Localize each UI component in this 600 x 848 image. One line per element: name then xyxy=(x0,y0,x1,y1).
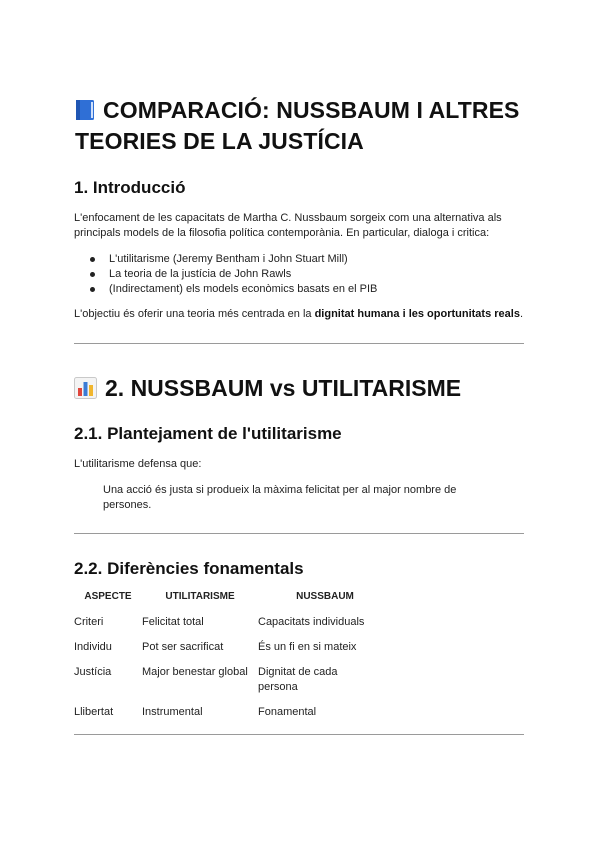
table-cell: Dignitat de cada persona xyxy=(258,666,338,693)
table-cell: Major benestar global xyxy=(142,666,248,678)
table-cell: Capacitats individuals xyxy=(258,616,365,628)
list-item: (Indirectament) els models econòmics basats en el PIB xyxy=(74,282,544,297)
bullet-dot xyxy=(90,257,95,262)
table-row xyxy=(74,699,392,724)
table-cell: Instrumental xyxy=(142,706,203,718)
bullet-dot xyxy=(90,287,95,292)
table-cell: Llibertat xyxy=(74,706,114,718)
subsection-2-2-heading: 2.2. Diferències fonamentals xyxy=(74,559,304,578)
header-aspecte: ASPECTE xyxy=(84,590,132,602)
bullet-dot xyxy=(90,272,95,277)
horizontal-divider xyxy=(74,734,524,735)
section-1-heading: 1. Introducció xyxy=(74,178,186,197)
list-item: La teoria de la justícia de John Rawls xyxy=(74,267,544,282)
table-cell: Felicitat total xyxy=(142,616,204,628)
header-utilitarisme: UTILITARISME xyxy=(165,590,235,602)
blockquote: Una acció és justa si produeix la màxima felicitat per al major nombre de persones. xyxy=(103,484,457,511)
table-row xyxy=(74,659,392,699)
horizontal-divider xyxy=(74,343,524,344)
horizontal-divider xyxy=(74,533,524,534)
utilitarianism-intro: L'utilitarisme defensa que: xyxy=(74,458,202,470)
critique-list xyxy=(74,252,544,297)
table-cell: Fonamental xyxy=(258,706,317,718)
list-item: L'utilitarisme (Jeremy Bentham i John Stuart Mill) xyxy=(74,252,544,267)
table-row xyxy=(74,634,392,659)
table-row xyxy=(74,609,392,634)
document-title xyxy=(75,95,545,157)
table-cell: Justícia xyxy=(74,666,112,678)
bar-chart-icon xyxy=(74,377,97,399)
intro-paragraph: L'enfocament de les capacitats de Martha C. Nussbaum sorgeix com una alternativa als principals models de la filosofia política contemporània. En particular, dialoga i critica: xyxy=(74,212,502,239)
table-header-row xyxy=(74,583,392,609)
table-cell: És un fi en si mateix xyxy=(258,641,357,653)
objective-paragraph: L'objectiu és oferir una teoria més centrada en la dignitat humana i les oportunitats reals. xyxy=(74,308,524,320)
subsection-2-1-heading: 2.1. Plantejament de l'utilitarisme xyxy=(74,424,342,443)
header-nussbaum: NUSSBAUM xyxy=(296,590,354,602)
comparison-table xyxy=(74,583,392,724)
section-2-heading: 2. NUSSBAUM vs UTILITARISME xyxy=(74,373,544,403)
table-cell: Pot ser sacrificat xyxy=(142,641,224,653)
table-cell: Criteri xyxy=(74,616,104,628)
title-line-2: TEORIES DE LA JUSTÍCIA xyxy=(75,128,364,154)
title-line-1: COMPARACIÓ: NUSSBAUM I ALTRES xyxy=(75,95,545,126)
table-cell: Individu xyxy=(74,641,112,653)
blue-book-icon xyxy=(75,99,95,121)
